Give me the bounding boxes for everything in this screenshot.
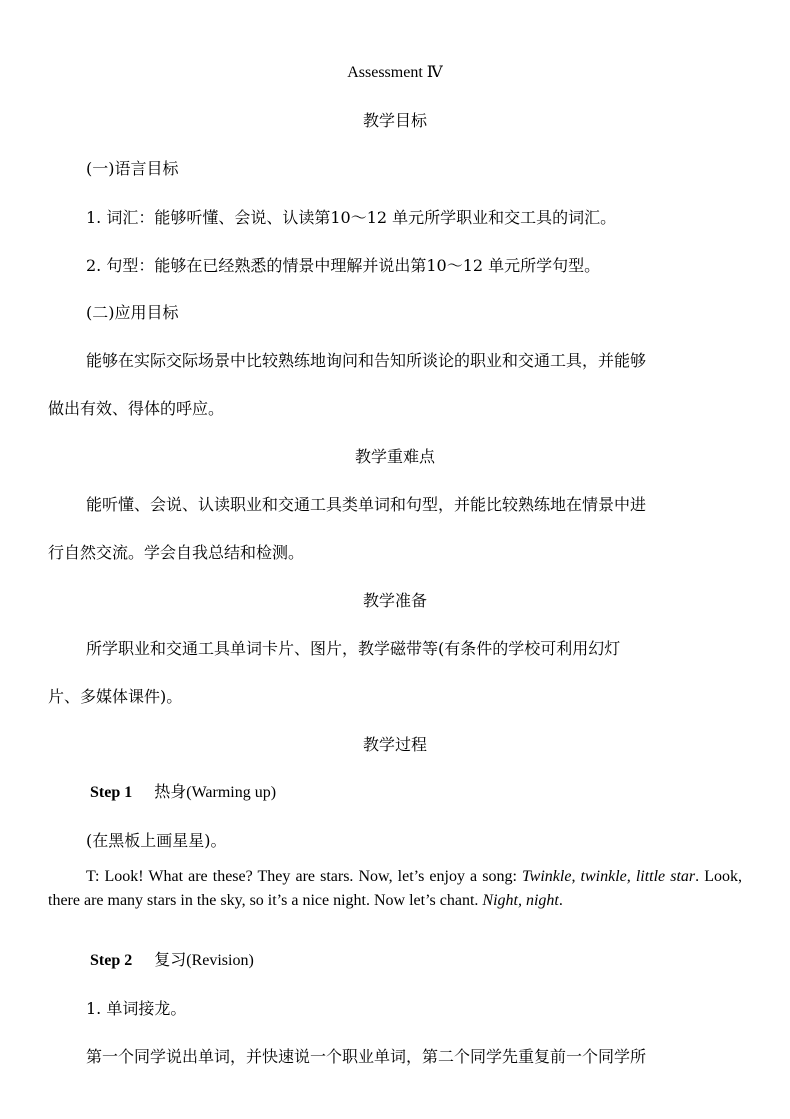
sentence-goal: 2. 句型：能够在已经熟悉的情景中理解并说出第10～12 单元所学句型。 bbox=[86, 256, 601, 275]
step-2-label: 复习(Revision) bbox=[154, 952, 254, 969]
step-1-dialog bbox=[48, 865, 742, 913]
step-2-heading bbox=[90, 951, 254, 971]
subheading-language-goal: (一)语言目标 bbox=[86, 159, 179, 178]
key-points-line-2: 行自然交流。学会自我总结和检测。 bbox=[48, 543, 305, 562]
section-heading-key-points: 教学重难点 bbox=[354, 447, 435, 466]
application-text-line-2: 做出有效、得体的呼应。 bbox=[48, 399, 225, 418]
section-heading-preparation: 教学准备 bbox=[362, 591, 427, 610]
step-2-item-1: 1. 单词接龙。 bbox=[86, 999, 187, 1018]
key-points-line-1: 能听懂、会说、认读职业和交通工具类单词和句型，并能比较熟练地在情景中进 bbox=[86, 495, 647, 514]
dialog-part-b: . Look, there are many stars in the sky, so it’s a nice night. Now let’s chant. bbox=[48, 868, 742, 909]
step-2-item-1-text: 第一个同学说出单词，并快速说一个职业单词，第二个同学先重复前一个同学所 bbox=[86, 1047, 647, 1066]
section-heading-process: 教学过程 bbox=[362, 735, 427, 754]
dialog-part-a: T: Look! What are these? They are stars. Now, let’s enjoy a song: bbox=[86, 868, 522, 885]
step-2-number: Step 2 bbox=[90, 952, 133, 969]
preparation-line-1: 所学职业和交通工具单词卡片、图片，教学磁带等(有条件的学校可利用幻灯 bbox=[86, 639, 621, 658]
step-1-label: 热身(Warming up) bbox=[154, 784, 277, 801]
vocab-goal: 1. 词汇：能够听懂、会说、认读第10～12 单元所学职业和交工具的词汇。 bbox=[86, 208, 617, 227]
application-text-line-1: 能够在实际交际场景中比较熟练地询问和告知所谈论的职业和交通工具，并能够 bbox=[86, 351, 647, 370]
step-1-heading bbox=[90, 783, 276, 803]
subheading-application-goal: (二)应用目标 bbox=[86, 303, 179, 322]
song-title: Twinkle, twinkle, little star bbox=[521, 868, 696, 885]
section-heading-objectives: 教学目标 bbox=[362, 111, 427, 130]
preparation-line-2: 片、多媒体课件)。 bbox=[48, 687, 183, 706]
step-1-number: Step 1 bbox=[90, 784, 133, 801]
dialog-part-c: . bbox=[558, 892, 563, 909]
chant-title: Night, night bbox=[482, 892, 559, 909]
step-1-note: (在黑板上画星星)。 bbox=[86, 831, 227, 850]
document-title: Assessment Ⅳ bbox=[347, 64, 443, 81]
